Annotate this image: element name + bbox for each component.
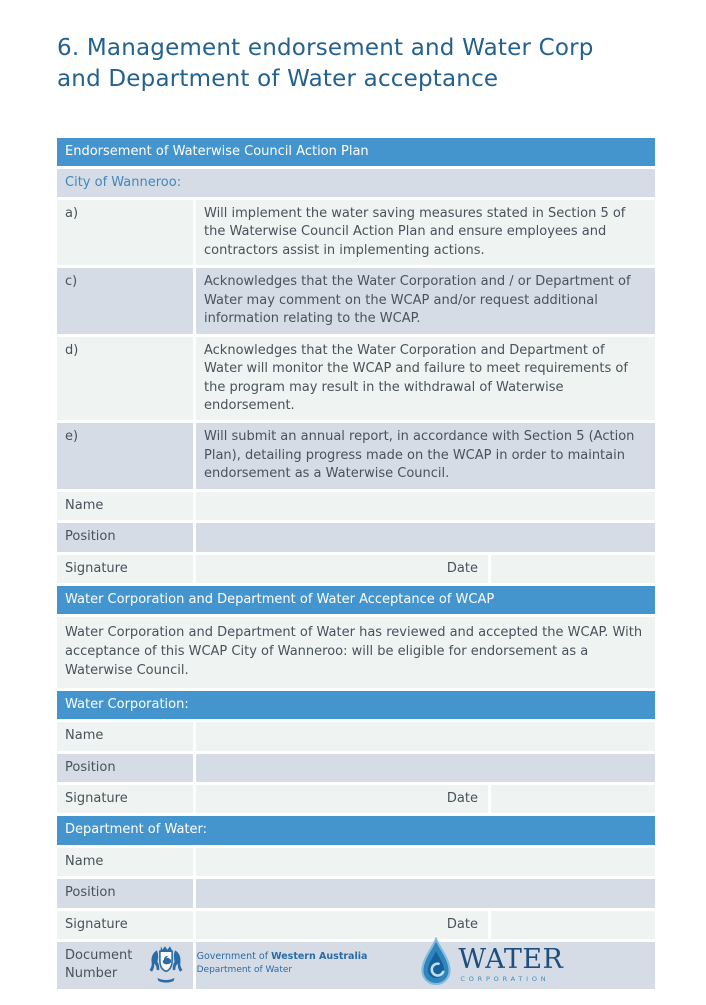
clause-letter-c: c) bbox=[57, 268, 193, 333]
watercorp-date-input-cell bbox=[491, 785, 655, 813]
date-label: Date bbox=[446, 790, 478, 806]
watercorp-name-input-cell bbox=[196, 722, 655, 750]
water-corporation-logo bbox=[419, 937, 563, 991]
clause-letter-e: e) bbox=[57, 423, 193, 488]
acceptance-paragraph: Water Corporation and Department of Water has reviewed and accepted the WCAP. With acceptance of this WCAP City of Wanneroo: will be eligible for endorsement as a Waterwise Council. bbox=[57, 617, 655, 688]
clause-row-e bbox=[57, 423, 655, 488]
subheader-water-corporation: Water Corporation: bbox=[57, 691, 655, 719]
clause-text-a: Will implement the water saving measures stated in Section 5 of the Waterwise Council Action Plan and ensure employees and contractors assist in implementing actions. bbox=[196, 200, 655, 265]
water-corp-logo-subtitle: CORPORATION bbox=[460, 974, 550, 983]
clause-text-e: Will submit an annual report, in accordance with Section 5 (Action Plan), detailing progress made on the WCAP in order to maintain endorsement as a Waterwise Council. bbox=[196, 423, 655, 488]
name-label: Name bbox=[57, 722, 193, 750]
section-header-acceptance: Water Corporation and Department of Water Acceptance of WCAP bbox=[57, 586, 655, 614]
dow-name-row bbox=[57, 848, 655, 876]
council-position-input-cell bbox=[196, 523, 655, 551]
council-name-row bbox=[57, 492, 655, 520]
dow-position-row bbox=[57, 879, 655, 907]
position-label: Position bbox=[57, 879, 193, 907]
signature-label: Signature bbox=[57, 785, 193, 813]
watercorp-position-row bbox=[57, 754, 655, 782]
dow-position-input-cell bbox=[196, 879, 655, 907]
council-signature-row bbox=[57, 555, 655, 583]
clause-letter-d: d) bbox=[57, 337, 193, 421]
gov-logo-state: Western Australia bbox=[271, 951, 368, 963]
clause-letter-a: a) bbox=[57, 200, 193, 265]
watercorp-name-row bbox=[57, 722, 655, 750]
watercorp-signature-row bbox=[57, 785, 655, 813]
council-date-input-cell bbox=[491, 555, 655, 583]
subheader-department-of-water: Department of Water: bbox=[57, 816, 655, 844]
water-corp-logo-text bbox=[458, 943, 564, 983]
gov-logo-text bbox=[197, 951, 368, 976]
wa-government-logo bbox=[143, 940, 368, 988]
water-corp-logo-name: WATER bbox=[458, 943, 564, 975]
dow-signature-input-cell bbox=[196, 911, 488, 939]
gov-logo-prefix: Government of bbox=[196, 951, 272, 963]
document-number-label: Document Number bbox=[57, 942, 193, 989]
clause-text-d: Acknowledges that the Water Corporation and Department of Water will monitor the WCAP and failure to meet requirements of the program may result in the withdrawal of Waterwise endorsement. bbox=[196, 337, 655, 421]
date-label: Date bbox=[446, 916, 478, 932]
section-header-endorsement: Endorsement of Waterwise Council Action Plan bbox=[57, 138, 655, 166]
clause-row-a bbox=[57, 200, 655, 265]
clause-row-c bbox=[57, 268, 655, 333]
signature-label: Signature bbox=[57, 555, 193, 583]
dow-date-input-cell bbox=[491, 911, 655, 939]
watercorp-position-input-cell bbox=[196, 754, 655, 782]
date-label: Date bbox=[446, 560, 478, 576]
page-footer bbox=[0, 937, 706, 991]
clause-row-d bbox=[57, 337, 655, 421]
page-title-line1: 6. Management endorsement and Water Corp bbox=[57, 35, 594, 61]
wa-crest-icon bbox=[143, 940, 189, 988]
name-label: Name bbox=[57, 848, 193, 876]
watercorp-signature-input-cell bbox=[196, 785, 488, 813]
council-signature-input-cell bbox=[196, 555, 488, 583]
gov-logo-department: Department of Water bbox=[196, 964, 293, 975]
council-position-row bbox=[57, 523, 655, 551]
endorsement-form-table bbox=[57, 138, 655, 989]
subheader-city-of-wanneroo: City of Wanneroo: bbox=[57, 169, 655, 197]
page-title-line2: and Department of Water acceptance bbox=[57, 66, 499, 93]
council-name-input-cell bbox=[196, 492, 655, 520]
page-title bbox=[57, 33, 666, 96]
position-label: Position bbox=[57, 523, 193, 551]
signature-label: Signature bbox=[57, 911, 193, 939]
clause-text-c: Acknowledges that the Water Corporation and / or Department of Water may comment on the WCAP and/or request additional information relating to the WCAP. bbox=[196, 268, 655, 333]
gov-logo-line1 bbox=[197, 951, 368, 963]
position-label: Position bbox=[57, 754, 193, 782]
dow-name-input-cell bbox=[196, 848, 655, 876]
water-drop-icon bbox=[419, 937, 453, 991]
name-label: Name bbox=[57, 492, 193, 520]
dow-signature-row bbox=[57, 911, 655, 939]
